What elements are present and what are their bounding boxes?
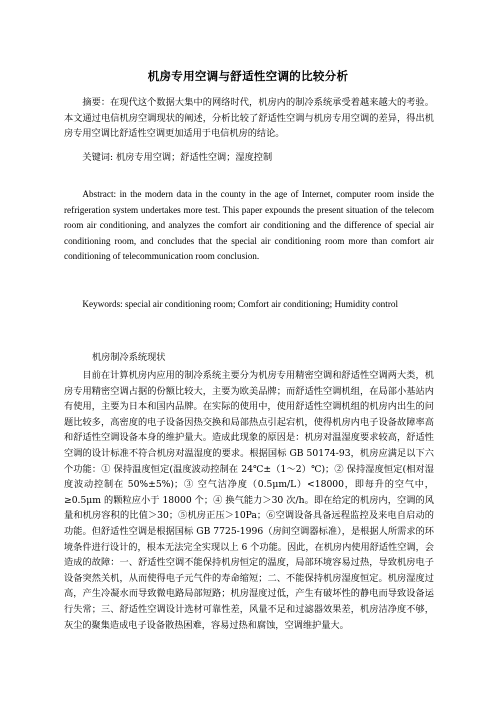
body-paragraph: 目前在计算机房内应用的制冷系统主要分为机房专用精密空调和舒适性空调两大类，机房专用精密空调占据的份额比较大，主要为欧美品牌；而舒适性空调机组，在局部小基站内有使用，主要为日本和国内品牌。在实际的使用中，使用舒适性空调机组的机房内出生的问题比较多，高密度的电子设备因热交换和局部热点引起宕机，使得机房内电子设备故障率高和舒适性空调设备本身的维护量大。造成此现象的原因是：机房对温湿度要求较高，舒适性空调的设计标准不符合机房对温湿度的要求。根据国标 GB 50174-93，机房应满足以下六个功能：① 保持温度恒定(温度波动控制在 24℃±（1～2）℃)；② 保持湿度恒定(相对湿度波动控制在 50%±5%)；③ 空气洁净度（0.5μm/L）<18000，即每升的空气中，≥0.5μm 的颗粒应小于 18000 个；④ 换气能力＞30 次/h。即在给定的机房内，空调的风量和机房容积的比值＞30；⑤机房正压＞10Pa；⑥空调设备具备远程监控及来电自启动的功能。但舒适性空调是根据国标 GB 7725-1996（房间空调器标准），是根据人所需求的环境条件进行设计的，根本无法完全实现以上 6 个功能。因此，在机房内使用舒适性空调，会造成的故障：一、舒适性空调不能保持机房恒定的温度，局部环境容易过热，导致机房电子设备突然关机，从而使得电子元气件的寿命缩短；二、不能保持机房湿度恒定。机房湿度过高，产生冷凝水而导致微电路局部短路；机房湿度过低，产生有破坏性的静电而导致设备运行失常；三、舒适性空调设计选材可靠性差，风量不足和过滤器效果差，机房洁净度不够，灰尘的聚集造成电子设备散热困难，容易过热和腐蚀，空调维护量大。	[64, 370, 434, 631]
english-keywords: Keywords: special air conditioning room; Comfort air conditioning; Humidity control	[82, 299, 399, 309]
section-heading: 机房制冷系统现状	[92, 352, 166, 363]
english-abstract: Abstract: in the modern data in the county in the age of Internet, computer room inside the refrigeration system undertakes more test. This paper expounds the present situation of the telecom room air conditioning, and analyzes the comfort air conditioning and the difference of special air conditioning room, and concludes that the special air conditioning room more than comfort air conditioning of telecommunication room conclusion.	[64, 189, 434, 262]
chinese-keywords: 关键词: 机房专用空调；舒适性空调；湿度控制	[82, 152, 273, 163]
paper-title: 机房专用空调与舒适性空调的比较分析	[147, 69, 349, 83]
chinese-abstract: 摘要：在现代这个数据大集中的网络时代，机房内的制冷系统承受着越来越大的考验。本文通过电信机房空调现状的阐述，分析比较了舒适性空调与机房专用空调的差异，得出机房专用空调比舒适性空调更加适用于电信机房的结论。	[64, 97, 434, 140]
